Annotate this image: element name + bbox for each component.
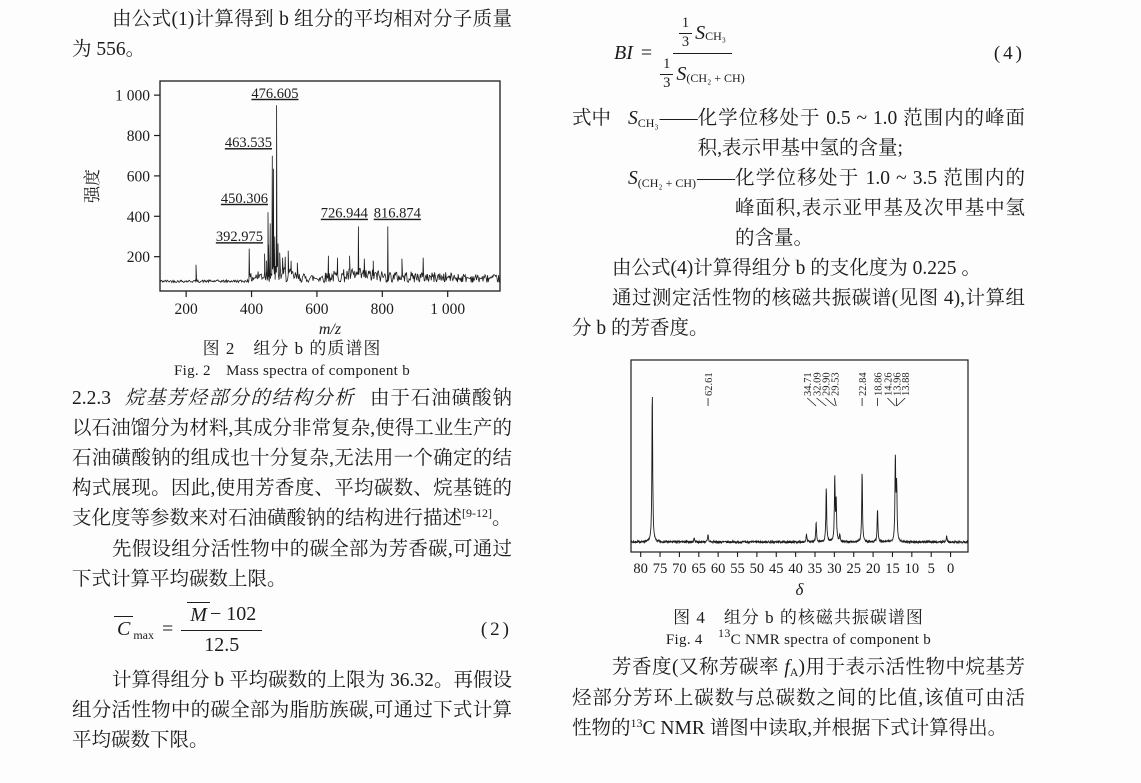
eq4-numerator: [673, 16, 732, 54]
paragraph-branching-degree: 由公式(4)计算得组分 b 的支化度为 0.225 。: [611, 257, 981, 279]
right-column: [572, 0, 1025, 745]
eq2-fraction: [181, 602, 262, 657]
eq4-den-frac-bottom: 3: [663, 74, 671, 91]
figure-4-caption-en-prefix: Fig. 4: [665, 631, 719, 648]
where-term-1-dash: ——: [659, 107, 697, 129]
svg-text:50: 50: [749, 560, 764, 577]
eq4-numerator-subscript: CH₃: [705, 29, 726, 44]
aromaticity-text-2: )用于表示活性物中烷基芳烃部分芳环上碳数与总碳数之间的比值,该值可由活性物的: [572, 656, 1025, 739]
eq2-numerator-variable: M: [187, 602, 210, 627]
eq4-num-frac-bottom: 3: [681, 33, 690, 50]
equation-2-number: (2): [480, 618, 512, 640]
svg-text:5: 5: [927, 560, 935, 577]
svg-text:600: 600: [126, 168, 150, 186]
aromaticity-c13-superscript: 13: [630, 716, 643, 731]
section-body: 由于石油磺酸钠以石油馏分为材料,其成分非常复杂,使得工业生产的石油磺酸钠的组成也十分复杂,无法用一个确定的结构式展现。因此,使用芳香度、平均碳数、烷基链的支化度等参数来对石油磺酸钠的结构进行描述: [72, 388, 512, 529]
svg-text:18.86: 18.86: [873, 372, 885, 396]
svg-text:20: 20: [865, 560, 880, 577]
figure-2-caption-zh: 图 2 组分 b 的质谱图: [202, 339, 382, 358]
svg-text:75: 75: [652, 560, 667, 577]
svg-text:476.605: 476.605: [251, 85, 299, 102]
svg-text:400: 400: [126, 208, 150, 226]
section-title: 烷基芳烃部分的结构分析: [124, 388, 355, 409]
where-term-1-symbol: [628, 104, 659, 135]
figure-2-caption: [72, 336, 512, 382]
eq4-equals-sign: =: [640, 42, 653, 65]
svg-text:55: 55: [729, 560, 745, 577]
svg-text:14.26: 14.26: [882, 372, 894, 396]
svg-text:1 000: 1 000: [430, 301, 466, 318]
eq2-lhs-subscript: max: [133, 627, 155, 642]
svg-text:600: 600: [305, 301, 329, 318]
where-term-2-variable: S: [628, 167, 638, 189]
where-term-2: [628, 164, 1025, 254]
eq4-denominator-one-third: [660, 57, 673, 91]
eq2-denominator: 12.5: [204, 634, 240, 656]
equation-4-number: (4): [993, 42, 1025, 64]
svg-text:强度: 强度: [83, 169, 102, 203]
eq4-denominator-variable: S: [676, 62, 687, 85]
aromaticity-text-3: C NMR 谱图中读取,并根据下式计算得出。: [642, 717, 1008, 739]
svg-text:60: 60: [710, 560, 725, 577]
figure-4-caption-zh: 图 4 组分 b 的核磁共振碳谱图: [673, 607, 924, 627]
svg-text:25: 25: [845, 560, 861, 577]
where-term-1-subscript: CH₃: [637, 116, 659, 131]
svg-text:29.90: 29.90: [820, 372, 832, 396]
svg-text:m/z: m/z: [318, 321, 342, 335]
svg-text:34.71: 34.71: [802, 372, 814, 396]
svg-text:65: 65: [691, 560, 706, 577]
eq2-numerator-rest: − 102: [209, 603, 257, 625]
figure-4-nmr-spectrum: [572, 354, 1025, 651]
paragraph-carbon-upper-limit: 计算得组分 b 平均碳数的上限为 36.32。再假设组分活性物中的碳全部为脂肪族碳,可通过下式计算平均碳数下限。: [72, 670, 512, 751]
paragraph-aromaticity: [572, 653, 1025, 745]
svg-text:45: 45: [768, 560, 784, 577]
paragraph-nmr-measurement: 通过测定活性物的核磁共振碳谱(见图 4),计算组分 b 的芳香度。: [572, 287, 1025, 339]
left-column: [72, 0, 512, 756]
svg-text:800: 800: [370, 301, 394, 318]
paragraph-molecular-mass: 由公式(1)计算得到 b 组分的平均相对分子质量为 556。: [72, 9, 512, 60]
svg-text:29.53: 29.53: [829, 372, 841, 396]
svg-text:800: 800: [126, 128, 150, 146]
svg-text:450.306: 450.306: [220, 190, 269, 207]
where-term-2-dash: ——: [697, 167, 735, 189]
figure-4-caption-en-superscript: 13: [718, 626, 731, 641]
eq4-lhs-variable: BI: [614, 42, 633, 65]
where-clause: [572, 104, 1025, 254]
svg-text:392.975: 392.975: [215, 229, 263, 246]
eq4-denominator-subscript: (CH₂ + CH): [686, 70, 745, 85]
aromaticity-text-1: 芳香度(又称芳碳率: [611, 656, 785, 678]
eq4-fraction: [660, 16, 745, 92]
figure-2-mass-spectrum: [72, 73, 512, 382]
where-term-1: [572, 104, 1025, 164]
svg-text:1 000: 1 000: [115, 87, 150, 105]
svg-text:30: 30: [826, 560, 842, 577]
reference-marker: [9-12]: [462, 506, 493, 521]
equation-4-body: [614, 16, 745, 92]
where-term-1-definition: 化学位移处于 0.5 ~ 1.0 范围内的峰面积,表示甲基中氢的含量;: [697, 107, 1025, 159]
equation-2: [72, 602, 512, 657]
svg-text:10: 10: [904, 560, 919, 577]
equation-4: [572, 16, 1025, 92]
svg-text:70: 70: [671, 560, 687, 577]
svg-text:35: 35: [807, 560, 822, 577]
mass-spectrum-svg: [72, 73, 527, 335]
eq4-den-frac-top: 1: [660, 57, 673, 75]
where-term-1-variable: S: [628, 107, 638, 129]
svg-text:80: 80: [632, 560, 648, 577]
svg-text:62.61: 62.61: [703, 372, 715, 396]
equation-2-body: [114, 602, 262, 657]
svg-text:40: 40: [787, 560, 803, 577]
eq4-numerator-one-third: [679, 16, 692, 50]
svg-text:32.09: 32.09: [812, 372, 824, 396]
eq4-numerator-variable: S: [695, 21, 706, 44]
aromaticity-fa-subscript: A: [789, 665, 799, 680]
figure-4-caption: [572, 605, 1025, 651]
section-body-tail: 。: [492, 508, 512, 529]
nmr-spectrum-svg: [623, 354, 975, 604]
svg-text:200: 200: [174, 301, 198, 318]
svg-text:22.84: 22.84: [857, 372, 869, 396]
svg-text:463.535: 463.535: [224, 135, 273, 152]
paragraph-aromatic-assumption: 先假设组分活性物中的碳全部为芳香碳,可通过下式计算平均碳数上限。: [72, 539, 512, 590]
svg-text:726.944: 726.944: [320, 205, 368, 222]
aromaticity-fa-variable: f: [784, 656, 790, 678]
figure-4-caption-en: [572, 626, 1025, 651]
eq2-equals-sign: =: [162, 618, 174, 640]
section-2-2-3: [72, 384, 512, 535]
svg-text:15: 15: [884, 560, 900, 577]
svg-text:13.96: 13.96: [891, 372, 903, 396]
svg-text:0: 0: [946, 560, 954, 577]
svg-text:δ: δ: [795, 579, 803, 599]
svg-text:13.88: 13.88: [900, 372, 912, 396]
eq2-numerator: [181, 602, 262, 631]
where-intro: 式中: [572, 107, 612, 129]
figure-2-caption-en: Fig. 2 Mass spectra of component b: [174, 363, 410, 379]
svg-text:816.874: 816.874: [373, 205, 421, 222]
figure-4-caption-en-rest: C NMR spectra of component b: [730, 631, 932, 648]
svg-text:400: 400: [239, 301, 264, 318]
svg-text:200: 200: [126, 249, 150, 267]
eq2-lhs-variable: C: [114, 616, 133, 640]
where-term-2-definition: 化学位移处于 1.0 ~ 3.5 范围内的峰面积,表示亚甲基及次甲基中氢的含量。: [735, 167, 1025, 249]
eq4-denominator: [660, 54, 745, 91]
where-term-2-symbol: [628, 164, 696, 195]
eq4-num-frac-top: 1: [679, 16, 692, 34]
where-term-2-subscript: (CH₂ + CH): [637, 176, 697, 191]
section-number: 2.2.3: [72, 388, 111, 409]
